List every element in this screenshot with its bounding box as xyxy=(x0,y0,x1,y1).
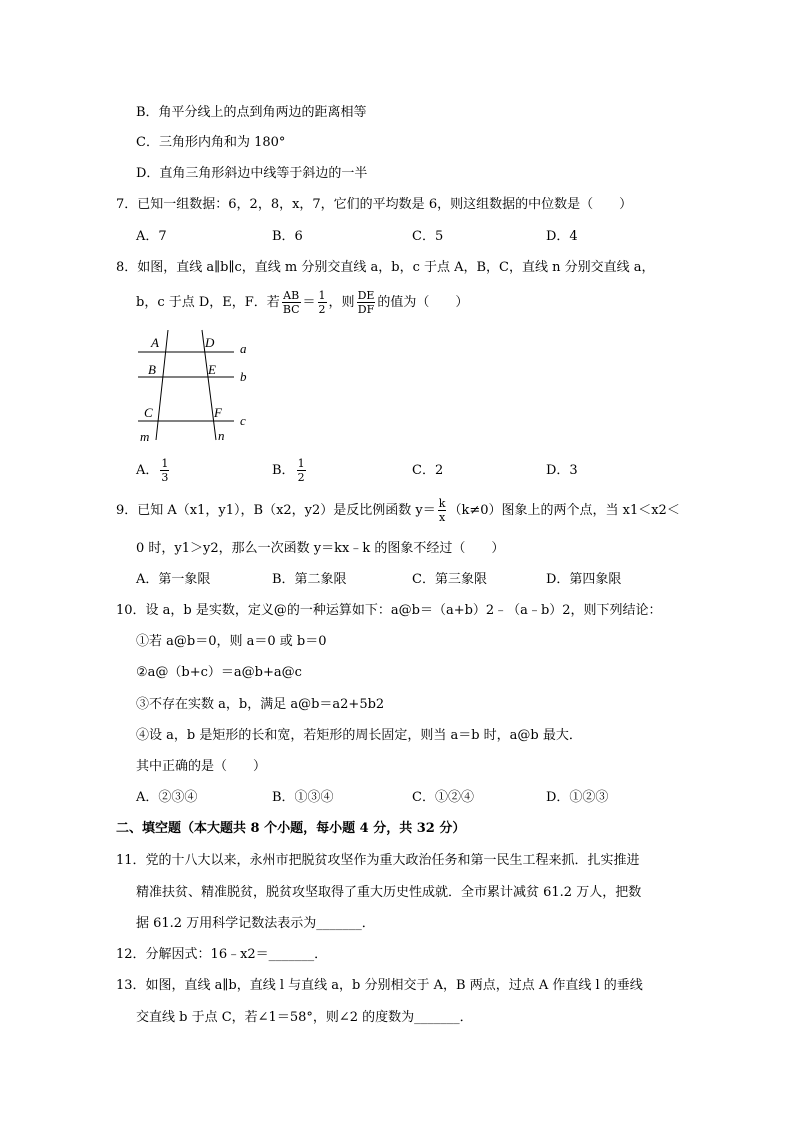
q8-option-b-fraction xyxy=(297,457,306,484)
q10-question: 其中正确的是（ ） xyxy=(136,759,267,774)
q8-stem-text-a: b，c 于点 D，E，F．若 xyxy=(136,295,280,310)
label-D: D xyxy=(205,335,215,350)
q8-fraction-ab-bc xyxy=(282,289,301,316)
q8-stem-line1: 8．如图，直线 a∥b∥c，直线 m 分别交直线 a，b，c 于点 A，B，C，直线 n 分别交直线 a， xyxy=(116,260,655,275)
q11-line-1: 11．党的十八大以来，永州市把脱贫攻坚作为重大政治任务和第一民生工程来抓．扎实推进 xyxy=(116,853,640,868)
label-b: b xyxy=(240,369,247,384)
option-letter: B． xyxy=(272,463,295,478)
q10-stem: 10．设 a，b 是实数，定义@的一种运算如下：a@b＝（a+b）2﹣（a﹣b）2，则下列结论： xyxy=(116,603,662,618)
q8-option-a-fraction xyxy=(160,457,169,484)
q9-stem-line1 xyxy=(116,494,680,528)
fraction-denominator: 2 xyxy=(318,303,326,316)
q6-option-b: B．角平分线上的点到角两边的距离相等 xyxy=(136,105,367,120)
q8-equals: ＝ xyxy=(302,295,316,310)
q10-option-b: B．①③④ xyxy=(272,790,334,805)
q11-line-3: 据 61.2 万用科学记数法表示为_______． xyxy=(136,916,375,931)
fraction-numerator: 1 xyxy=(161,457,169,470)
label-E: E xyxy=(208,362,216,377)
fraction-numerator: DE xyxy=(357,289,375,302)
q7-option-d: D．4 xyxy=(546,229,578,244)
q9-fraction-k-x xyxy=(438,497,447,524)
q10-statement-2: ②a@（b+c）＝a@b+a@c xyxy=(136,665,302,680)
section-2-heading: 二、填空题（本大题共 8 个小题，每小题 4 分，共 32 分） xyxy=(116,821,466,836)
q13-line-2: 交直线 b 于点 C，若∠1＝58°，则∠2 的度数为_______． xyxy=(136,1010,473,1025)
q12-line: 12．分解因式：16﹣x2＝_______． xyxy=(116,947,328,962)
q10-statement-1: ①若 a@b＝0，则 a＝0 或 b＝0 xyxy=(136,634,327,649)
q8-option-a xyxy=(136,454,171,488)
q6-option-c: C．三角形内角和为 180° xyxy=(136,135,286,150)
q10-statement-3: ③不存在实数 a，b，满足 a@b＝a2+5b2 xyxy=(136,697,385,712)
label-A: A xyxy=(151,335,159,350)
label-c: c xyxy=(240,413,246,428)
q10-option-d: D．①②③ xyxy=(546,790,609,805)
fraction-denominator: DF xyxy=(357,303,375,316)
q11-line-2: 精准扶贫、精准脱贫，脱贫攻坚取得了重大历史性成就．全市累计减贫 61.2 万人，把数 xyxy=(136,885,642,900)
label-n: n xyxy=(218,428,225,443)
q9-option-d: D．第四象限 xyxy=(546,572,622,587)
q9-option-c: C．第三象限 xyxy=(412,572,487,587)
fraction-numerator: k xyxy=(438,497,446,510)
fraction-denominator: 2 xyxy=(297,471,305,484)
q7-stem: 7．已知一组数据：6，2，8，x，7，它们的平均数是 6，则这组数据的中位数是（ ） xyxy=(116,197,633,212)
q9-stem-text-b: （k≠0）图象上的两个点，当 x1＜x2＜ xyxy=(448,503,680,518)
q13-line-1: 13．如图，直线 a∥b，直线 l 与直线 a，b 分别相交于 A，B 两点，过点 A 作直线 l 的垂线 xyxy=(116,978,643,993)
q10-option-c: C．①②④ xyxy=(412,790,474,805)
q8-parallel-lines-figure xyxy=(130,326,260,448)
q8-stem-line2 xyxy=(136,286,468,320)
q8-fraction-de-df xyxy=(357,289,376,316)
q9-stem-line2: 0 时，y1＞y2，那么一次函数 y＝kx﹣k 的图象不经过（ ） xyxy=(136,541,505,556)
q10-statement-4: ④设 a，b 是矩形的长和宽，若矩形的周长固定，则当 a＝b 时，a@b 最大． xyxy=(136,728,582,743)
fraction-denominator: x xyxy=(438,511,446,524)
q7-option-c: C．5 xyxy=(412,229,444,244)
fraction-denominator: 3 xyxy=(161,471,169,484)
label-m: m xyxy=(140,429,150,444)
fraction-denominator: BC xyxy=(282,303,300,316)
q8-stem-text-c: 的值为（ ） xyxy=(377,295,469,310)
label-F: F xyxy=(214,405,222,420)
fraction-numerator: 1 xyxy=(297,457,305,470)
option-letter: A． xyxy=(136,463,159,478)
q9-stem-text-a: 9．已知 A（x1，y1），B（x2，y2）是反比例函数 y＝ xyxy=(116,503,436,518)
label-C: C xyxy=(144,405,153,420)
q6-option-d: D．直角三角形斜边中线等于斜边的一半 xyxy=(136,166,368,181)
q8-stem-text-b: ，则 xyxy=(328,295,355,310)
q9-option-a: A．第一象限 xyxy=(136,572,211,587)
q8-option-d: D．3 xyxy=(546,463,578,478)
q8-fraction-one-half xyxy=(318,289,327,316)
fraction-numerator: AB xyxy=(283,289,300,302)
q8-option-c: C．2 xyxy=(412,463,444,478)
q8-option-b xyxy=(272,454,308,488)
q10-option-a: A．②③④ xyxy=(136,790,198,805)
label-B: B xyxy=(148,362,156,377)
q7-option-a: A．7 xyxy=(136,229,167,244)
label-a: a xyxy=(240,341,247,356)
q7-option-b: B．6 xyxy=(272,229,303,244)
fraction-numerator: 1 xyxy=(318,289,326,302)
q9-option-b: B．第二象限 xyxy=(272,572,347,587)
